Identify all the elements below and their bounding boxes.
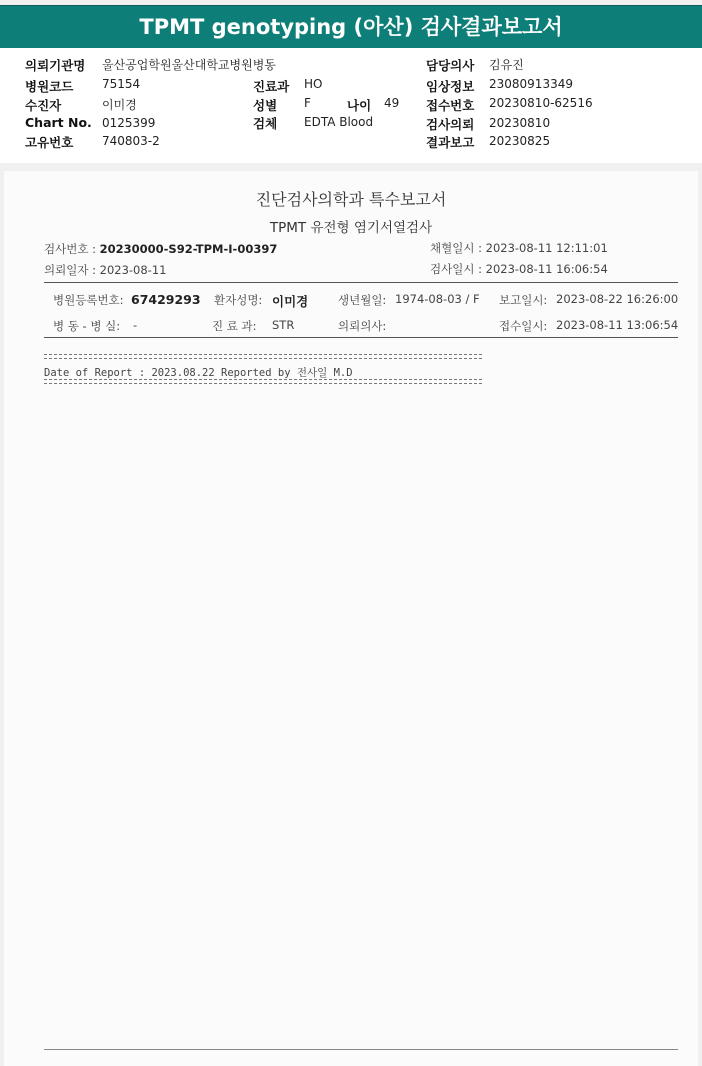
ward-value: - — [133, 318, 138, 332]
dept-value2: STR — [272, 318, 295, 332]
test-number — [44, 241, 277, 257]
chart-value: 0125399 — [102, 116, 156, 130]
divider — [44, 282, 678, 283]
dept-value: HO — [304, 77, 323, 91]
result-label: 결과보고 — [426, 135, 475, 150]
code-value: 75154 — [102, 77, 141, 91]
test-datetime: 검사일시 : 2023-08-11 16:06:54 — [430, 262, 608, 276]
divider — [44, 337, 678, 338]
ward-label: 병 동 - 병 실: — [53, 319, 121, 333]
age-value: 49 — [384, 96, 400, 110]
test-number-value: 20230000-S92-TPM-I-00397 — [99, 242, 278, 256]
report-heading: 진단검사의학과 특수보고서 — [255, 190, 447, 209]
request-date: 의뢰일자 : 2023-08-11 — [44, 263, 167, 277]
patient-info-header — [0, 48, 702, 163]
birth-label: 생년월일: — [338, 293, 387, 307]
receipt-date-label: 접수일시: — [499, 319, 548, 333]
name-label: 환자성명: — [214, 293, 263, 307]
receipt-value: 20230810-62516 — [489, 96, 593, 110]
receipt-date-value: 2023-08-11 13:06:54 — [556, 318, 679, 332]
sex-label: 성별 — [253, 98, 278, 113]
request-label: 검사의뢰 — [426, 117, 475, 132]
receipt-label: 접수번호 — [426, 98, 475, 113]
patient-value: 이미경 — [102, 98, 137, 112]
report-footer-line: Date of Report : 2023.08.22 Reported by 전사일 M.D — [44, 367, 353, 379]
doctor-label: 담당의사 — [426, 58, 475, 73]
clinical-value: 23080913349 — [489, 77, 573, 91]
specimen-value: EDTA Blood — [304, 115, 374, 129]
collect-datetime: 채혈일시 : 2023-08-11 12:11:01 — [430, 241, 608, 255]
report-title: TPMT genotyping (아산) 검사결과보고서 — [0, 5, 702, 48]
reg-label: 병원등록번호: — [53, 293, 124, 307]
dept-label: 진료과 — [253, 79, 290, 94]
report-date-value: 2023-08-22 16:26:00 — [556, 292, 679, 306]
chart-label: Chart No. — [25, 115, 92, 130]
bottom-rule — [44, 1049, 678, 1050]
hospital-value: 울산공업학원울산대학교병원병동 — [102, 58, 276, 72]
code-label: 병원코드 — [25, 79, 74, 94]
patient-label: 수진자 — [25, 98, 62, 113]
specimen-label: 검체 — [253, 116, 278, 131]
doctor-value: 김유진 — [489, 58, 524, 72]
birth-value: 1974-08-03 / F — [395, 292, 480, 306]
hospital-label: 의뢰기관명 — [25, 58, 86, 73]
age-label: 나이 — [347, 98, 372, 113]
double-rule — [44, 354, 482, 359]
test-number-label: 검사번호 : — [44, 242, 96, 256]
sex-value: F — [304, 96, 311, 110]
report-subheading: TPMT 유전형 염기서열검사 — [269, 220, 433, 236]
dept-label2: 진 료 과: — [212, 319, 257, 333]
result-value: 20230825 — [489, 134, 551, 148]
name-value: 이미경 — [272, 294, 309, 309]
ref-doctor-label: 의뢰의사: — [338, 319, 387, 333]
request-value: 20230810 — [489, 116, 551, 130]
scanned-report-page — [4, 171, 698, 1066]
uid-value: 740803-2 — [102, 134, 160, 148]
reg-value: 67429293 — [131, 292, 201, 307]
report-date-label: 보고일시: — [499, 293, 548, 307]
uid-label: 고유번호 — [25, 135, 74, 150]
double-rule — [44, 379, 482, 384]
clinical-label: 임상정보 — [426, 79, 475, 94]
